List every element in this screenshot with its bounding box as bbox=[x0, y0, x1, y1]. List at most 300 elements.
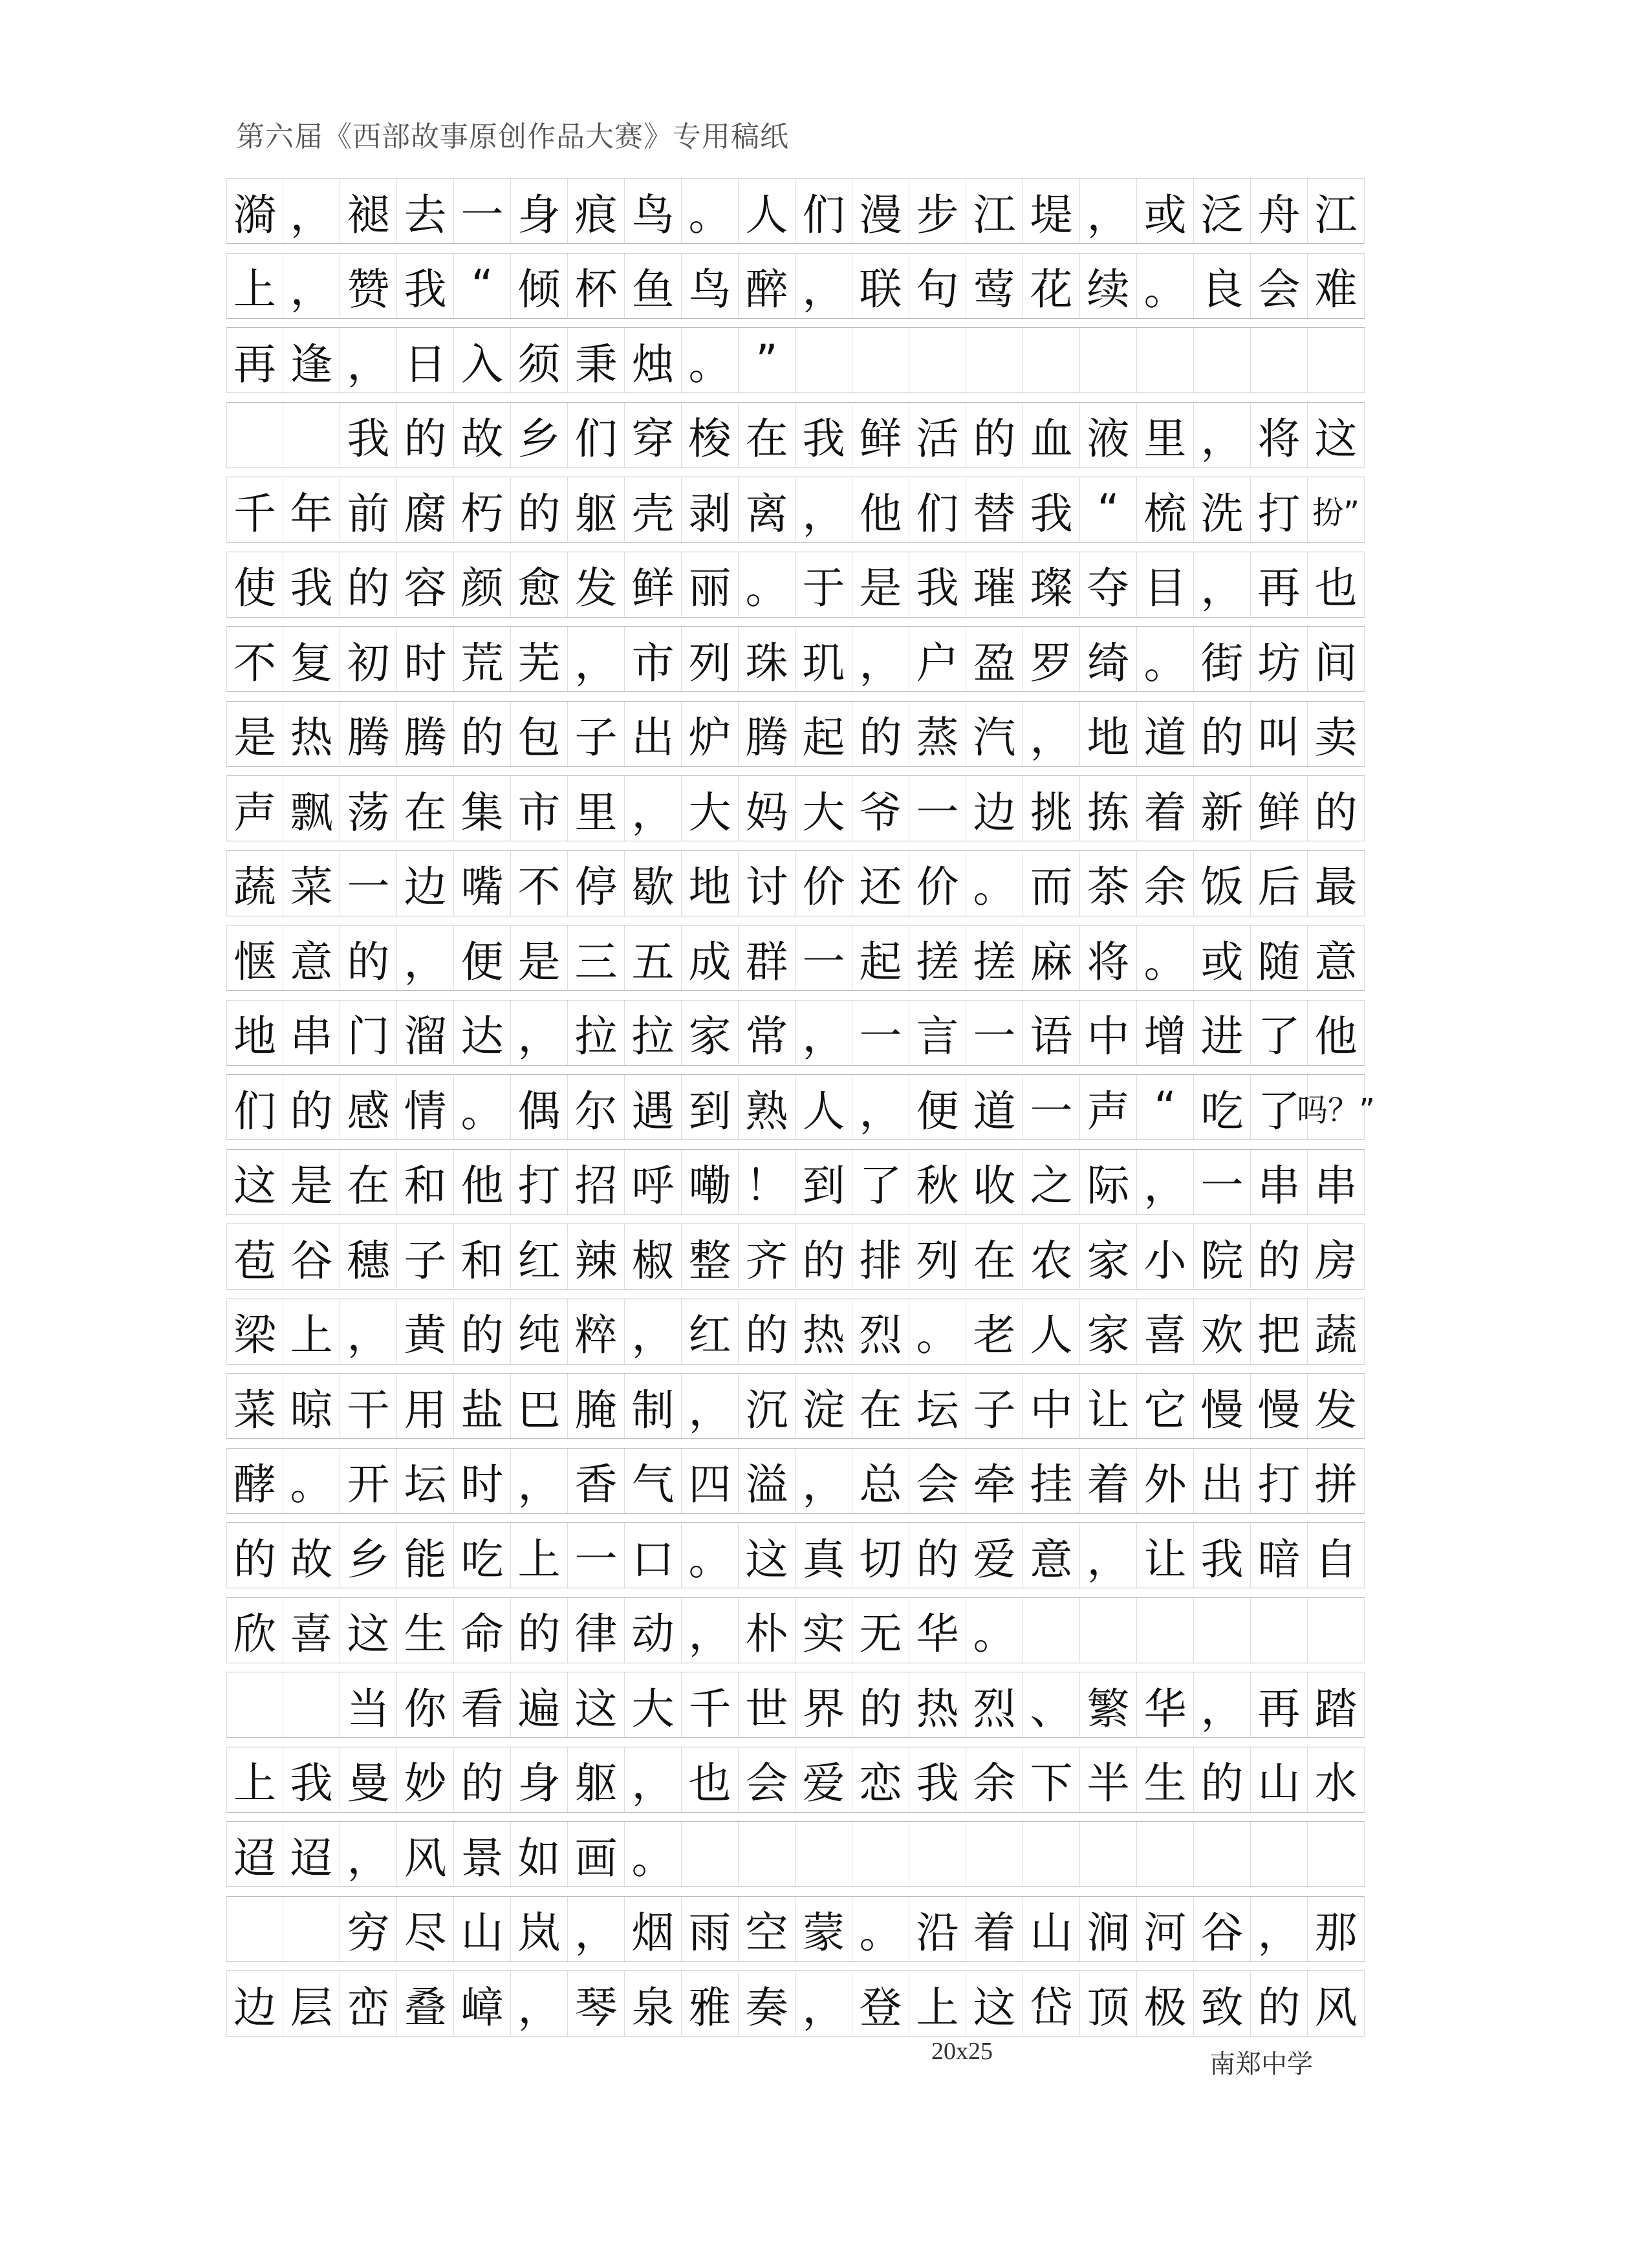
grid-cell: 和 bbox=[454, 1224, 511, 1289]
grid-cell: 山 bbox=[1251, 1747, 1308, 1812]
grid-cell: 时 bbox=[397, 627, 454, 691]
grid-cell: 是 bbox=[283, 1150, 340, 1215]
grid-cell: 腾 bbox=[340, 702, 397, 766]
grid-cell: 在 bbox=[739, 403, 796, 468]
grid-cell: 言 bbox=[909, 1000, 966, 1065]
grid-cell: 让 bbox=[1137, 1523, 1194, 1588]
grid-cell: 躯 bbox=[568, 1747, 625, 1812]
grid-cell: 常 bbox=[739, 1000, 796, 1065]
grid-cell: 莺 bbox=[966, 254, 1023, 318]
grid-cell: 律 bbox=[568, 1598, 625, 1663]
grid-cell: ， bbox=[1080, 1523, 1137, 1588]
grid-cell: 看 bbox=[454, 1672, 511, 1737]
grid-cell: 最 bbox=[1308, 851, 1365, 916]
grid-cell: 偶 bbox=[511, 1075, 568, 1139]
grid-cell bbox=[1080, 1822, 1137, 1886]
grid-cell: 粹 bbox=[568, 1299, 625, 1364]
grid-cell bbox=[1080, 328, 1137, 393]
grid-cell: 出 bbox=[1194, 1449, 1251, 1513]
grid-cell: 门 bbox=[340, 1000, 397, 1065]
grid-cell: 淀 bbox=[796, 1374, 852, 1438]
grid-cell: 的 bbox=[852, 702, 909, 766]
grid-cell: 如 bbox=[511, 1822, 568, 1886]
grid-cell: 生 bbox=[397, 1598, 454, 1663]
grid-cell: 气 bbox=[625, 1449, 682, 1513]
grid-cell: ， bbox=[340, 328, 397, 393]
grid-cell: 整 bbox=[682, 1224, 739, 1289]
grid-cell: ， bbox=[340, 1822, 397, 1886]
grid-cell: 是 bbox=[511, 925, 568, 990]
grid-cell: 的 bbox=[454, 1747, 511, 1812]
grid-cell: ， bbox=[625, 1747, 682, 1812]
manuscript-line bbox=[226, 775, 1365, 841]
grid-cell: 溜 bbox=[397, 1000, 454, 1065]
grid-cell: 余 bbox=[1137, 851, 1194, 916]
grid-cell: 在 bbox=[340, 1150, 397, 1215]
grid-cell: 下 bbox=[1023, 1747, 1080, 1812]
grid-cell: 中 bbox=[1023, 1374, 1080, 1438]
grid-cell: 芜 bbox=[511, 627, 568, 691]
grid-cell: 荒 bbox=[454, 627, 511, 691]
grid-cell: 街 bbox=[1194, 627, 1251, 691]
grid-cell: 进 bbox=[1194, 1000, 1251, 1065]
grid-cell: 。 bbox=[1137, 254, 1194, 318]
grid-cell: 极 bbox=[1137, 1971, 1194, 2036]
grid-cell: 意 bbox=[1023, 1523, 1080, 1588]
grid-cell: 血 bbox=[1023, 403, 1080, 468]
grid-cell: 乡 bbox=[340, 1523, 397, 1588]
grid-cell: 把 bbox=[1251, 1299, 1308, 1364]
grid-cell: 价 bbox=[796, 851, 852, 916]
grid-cell: 鸟 bbox=[625, 178, 682, 243]
grid-cell: 串 bbox=[283, 1000, 340, 1065]
grid-cell: 蒸 bbox=[909, 702, 966, 766]
grid-cell: 用 bbox=[397, 1374, 454, 1438]
grid-cell: 的 bbox=[454, 702, 511, 766]
grid-cell bbox=[1194, 328, 1251, 393]
grid-cell: 复 bbox=[283, 627, 340, 691]
grid-cell: 扮” bbox=[1308, 477, 1365, 542]
grid-cell: 酵 bbox=[226, 1449, 283, 1513]
grid-cell: 边 bbox=[397, 851, 454, 916]
grid-cell: 醉 bbox=[739, 254, 796, 318]
grid-cell: ， bbox=[340, 1299, 397, 1364]
grid-cell: 初 bbox=[340, 627, 397, 691]
grid-cell: 再 bbox=[1251, 552, 1308, 617]
manuscript-line bbox=[226, 701, 1365, 767]
grid-cell: 到 bbox=[796, 1150, 852, 1215]
grid-cell: 挑 bbox=[1023, 776, 1080, 841]
grid-cell: 们 bbox=[568, 403, 625, 468]
grid-cell: 的 bbox=[966, 403, 1023, 468]
grid-cell bbox=[1023, 328, 1080, 393]
grid-cell: 饭 bbox=[1194, 851, 1251, 916]
grid-cell: 间 bbox=[1308, 627, 1365, 691]
grid-cell: 山 bbox=[1023, 1897, 1080, 1961]
manuscript-line bbox=[226, 327, 1365, 393]
manuscript-line bbox=[226, 1224, 1365, 1290]
grid-cell bbox=[1080, 1598, 1137, 1663]
grid-cell: 日 bbox=[397, 328, 454, 393]
grid-cell: ， bbox=[852, 627, 909, 691]
grid-cell: 里 bbox=[568, 776, 625, 841]
grid-cell: 余 bbox=[966, 1747, 1023, 1812]
grid-cell: 市 bbox=[511, 776, 568, 841]
grid-cell: 成 bbox=[682, 925, 739, 990]
grid-cell: 痕 bbox=[568, 178, 625, 243]
grid-cell: 梁 bbox=[226, 1299, 283, 1364]
grid-cell: 慢 bbox=[1251, 1374, 1308, 1438]
grid-cell: 我 bbox=[283, 552, 340, 617]
grid-cell: 熟 bbox=[739, 1075, 796, 1139]
grid-cell: 了 bbox=[852, 1150, 909, 1215]
manuscript-line bbox=[226, 1672, 1365, 1738]
grid-cell: 穷 bbox=[340, 1897, 397, 1961]
grid-cell: 黄 bbox=[397, 1299, 454, 1364]
grid-cell: 千 bbox=[682, 1672, 739, 1737]
grid-cell: ， bbox=[397, 925, 454, 990]
grid-cell: 。 bbox=[682, 178, 739, 243]
grid-cell: 辣 bbox=[568, 1224, 625, 1289]
grid-cell: 上 bbox=[283, 1299, 340, 1364]
grid-cell: 一 bbox=[1194, 1150, 1251, 1215]
grid-cell: 大 bbox=[625, 1672, 682, 1737]
grid-cell: 将 bbox=[1251, 403, 1308, 468]
grid-cell: 之 bbox=[1023, 1150, 1080, 1215]
grid-cell: 良 bbox=[1194, 254, 1251, 318]
grid-cell: ， bbox=[1080, 178, 1137, 243]
grid-cell bbox=[283, 1672, 340, 1737]
grid-cell: 的 bbox=[340, 925, 397, 990]
grid-cell: 后 bbox=[1251, 851, 1308, 916]
grid-cell: 璀 bbox=[966, 552, 1023, 617]
grid-cell: 谷 bbox=[283, 1224, 340, 1289]
grid-cell: 琴 bbox=[568, 1971, 625, 2036]
grid-cell: ， bbox=[511, 1000, 568, 1065]
grid-cell: 河 bbox=[1137, 1897, 1194, 1961]
grid-cell: 朽 bbox=[454, 477, 511, 542]
grid-cell: ， bbox=[511, 1449, 568, 1513]
grid-cell: 的 bbox=[1194, 702, 1251, 766]
grid-cell: 招 bbox=[568, 1150, 625, 1215]
grid-cell: 这 bbox=[1308, 403, 1365, 468]
grid-cell: 入 bbox=[454, 328, 511, 393]
grid-cell bbox=[909, 1822, 966, 1886]
grid-cell: 一 bbox=[796, 925, 852, 990]
grid-cell: 家 bbox=[1080, 1299, 1137, 1364]
manuscript-line bbox=[226, 253, 1365, 319]
grid-cell bbox=[1308, 1598, 1365, 1663]
grid-cell: 。 bbox=[1137, 627, 1194, 691]
grid-cell: 的 bbox=[340, 552, 397, 617]
grid-cell: 四 bbox=[682, 1449, 739, 1513]
grid-cell: 语 bbox=[1023, 1000, 1080, 1065]
grid-cell bbox=[283, 1897, 340, 1961]
grid-cell: 穗 bbox=[340, 1224, 397, 1289]
grid-cell: 拉 bbox=[625, 1000, 682, 1065]
grid-cell: 迢 bbox=[283, 1822, 340, 1886]
grid-cell: ， bbox=[283, 178, 340, 243]
grid-cell bbox=[796, 328, 852, 393]
grid-cell: 蔬 bbox=[1308, 1299, 1365, 1364]
grid-cell: 呼 bbox=[625, 1150, 682, 1215]
grid-cell: 会 bbox=[909, 1449, 966, 1513]
grid-cell: 在 bbox=[397, 776, 454, 841]
grid-cell: 嶂 bbox=[454, 1971, 511, 2036]
grid-cell: 总 bbox=[852, 1449, 909, 1513]
grid-cell: 。 bbox=[739, 552, 796, 617]
grid-cell: 地 bbox=[1080, 702, 1137, 766]
grid-cell: 我 bbox=[1023, 477, 1080, 542]
grid-cell: 水 bbox=[1308, 1747, 1365, 1812]
grid-cell: 打 bbox=[511, 1150, 568, 1215]
grid-cell: 口 bbox=[625, 1523, 682, 1588]
grid-cell: 会 bbox=[1251, 254, 1308, 318]
grid-cell: 杯 bbox=[568, 254, 625, 318]
grid-cell bbox=[1137, 1822, 1194, 1886]
grid-cell: 蔬 bbox=[226, 851, 283, 916]
grid-cell: 吗？” bbox=[1308, 1075, 1365, 1139]
grid-cell: 穿 bbox=[625, 403, 682, 468]
grid-cell: 他 bbox=[852, 477, 909, 542]
grid-cell: 小 bbox=[1137, 1224, 1194, 1289]
grid-cell: 鲜 bbox=[1251, 776, 1308, 841]
grid-cell bbox=[226, 403, 283, 468]
grid-cell: 曼 bbox=[340, 1747, 397, 1812]
grid-cell: 命 bbox=[454, 1598, 511, 1663]
grid-cell: 增 bbox=[1137, 1000, 1194, 1065]
grid-cell: 再 bbox=[226, 328, 283, 393]
grid-cell: ， bbox=[568, 627, 625, 691]
grid-cell: 爷 bbox=[852, 776, 909, 841]
grid-cell: 于 bbox=[796, 552, 852, 617]
grid-cell: 户 bbox=[909, 627, 966, 691]
grid-cell: 停 bbox=[568, 851, 625, 916]
grid-cell: 起 bbox=[796, 702, 852, 766]
grid-cell: 上 bbox=[909, 1971, 966, 2036]
grid-cell bbox=[226, 1672, 283, 1737]
grid-cell: 景 bbox=[454, 1822, 511, 1886]
grid-cell: 句 bbox=[909, 254, 966, 318]
manuscript-line bbox=[226, 178, 1365, 244]
grid-cell: 去 bbox=[397, 178, 454, 243]
grid-cell: 收 bbox=[966, 1150, 1023, 1215]
grid-cell: 荡 bbox=[340, 776, 397, 841]
grid-cell: 使 bbox=[226, 552, 283, 617]
grid-cell: 目 bbox=[1137, 552, 1194, 617]
grid-cell: 故 bbox=[454, 403, 511, 468]
grid-cell: ， bbox=[625, 1299, 682, 1364]
grid-cell: “ bbox=[454, 254, 511, 318]
grid-cell: 腾 bbox=[397, 702, 454, 766]
grid-cell: ， bbox=[796, 254, 852, 318]
grid-cell: 生 bbox=[1137, 1747, 1194, 1812]
grid-cell bbox=[283, 403, 340, 468]
grid-cell: 遍 bbox=[511, 1672, 568, 1737]
grid-cell: 茶 bbox=[1080, 851, 1137, 916]
grid-cell: ， bbox=[796, 1971, 852, 2036]
grid-cell bbox=[1194, 1822, 1251, 1886]
grid-cell: 这 bbox=[340, 1598, 397, 1663]
grid-cell: 不 bbox=[226, 627, 283, 691]
grid-cell bbox=[1023, 1822, 1080, 1886]
grid-cell: 制 bbox=[625, 1374, 682, 1438]
grid-cell: 舟 bbox=[1251, 178, 1308, 243]
grid-cell: 一 bbox=[852, 1000, 909, 1065]
grid-cell: 人 bbox=[739, 178, 796, 243]
grid-cell: ， bbox=[511, 1971, 568, 2036]
grid-cell: 秋 bbox=[909, 1150, 966, 1215]
grid-cell: 在 bbox=[852, 1374, 909, 1438]
grid-cell: 道 bbox=[966, 1075, 1023, 1139]
manuscript-line bbox=[226, 1373, 1365, 1439]
grid-cell: 洗 bbox=[1194, 477, 1251, 542]
grid-cell: 故 bbox=[283, 1523, 340, 1588]
grid-cell: 须 bbox=[511, 328, 568, 393]
grid-cell: 嘴 bbox=[454, 851, 511, 916]
grid-cell: 一 bbox=[568, 1523, 625, 1588]
grid-cell: 的 bbox=[852, 1672, 909, 1737]
grid-cell: 歇 bbox=[625, 851, 682, 916]
grid-cell: 这 bbox=[966, 1971, 1023, 2036]
grid-cell: 空 bbox=[739, 1897, 796, 1961]
grid-cell: 着 bbox=[1137, 776, 1194, 841]
grid-cell: 和 bbox=[397, 1150, 454, 1215]
manuscript-line bbox=[226, 850, 1365, 916]
grid-cell: 吃 bbox=[1194, 1075, 1251, 1139]
grid-cell: 能 bbox=[397, 1523, 454, 1588]
grid-cell bbox=[1137, 328, 1194, 393]
grid-cell: 。 bbox=[625, 1822, 682, 1886]
manuscript-line bbox=[226, 1597, 1365, 1663]
grid-cell: 苞 bbox=[226, 1224, 283, 1289]
grid-cell: 拣 bbox=[1080, 776, 1137, 841]
grid-cell: 意 bbox=[283, 925, 340, 990]
grid-cell: 鸟 bbox=[682, 254, 739, 318]
grid-cell: 子 bbox=[568, 702, 625, 766]
grid-cell: 遇 bbox=[625, 1075, 682, 1139]
grid-cell: 齐 bbox=[739, 1224, 796, 1289]
grid-cell: 雅 bbox=[682, 1971, 739, 2036]
grid-cell: 家 bbox=[682, 1000, 739, 1065]
grid-cell: 这 bbox=[226, 1150, 283, 1215]
grid-cell: 爱 bbox=[966, 1523, 1023, 1588]
grid-cell: 江 bbox=[1308, 178, 1365, 243]
grid-cell: 叠 bbox=[397, 1971, 454, 2036]
grid-cell: 喜 bbox=[283, 1598, 340, 1663]
grid-cell: 的 bbox=[1308, 776, 1365, 841]
grid-cell: 到 bbox=[682, 1075, 739, 1139]
grid-cell: 一 bbox=[909, 776, 966, 841]
grid-cell: 岱 bbox=[1023, 1971, 1080, 2036]
grid-cell: 他 bbox=[1308, 1000, 1365, 1065]
grid-cell: 。 bbox=[966, 1598, 1023, 1663]
grid-cell bbox=[739, 1822, 796, 1886]
grid-cell: 爱 bbox=[796, 1747, 852, 1812]
grid-cell: 江 bbox=[966, 178, 1023, 243]
grid-cell: 迢 bbox=[226, 1822, 283, 1886]
grid-cell: 颜 bbox=[454, 552, 511, 617]
grid-cell: 世 bbox=[739, 1672, 796, 1737]
grid-cell: 当 bbox=[340, 1672, 397, 1737]
grid-cell: 致 bbox=[1194, 1971, 1251, 2036]
grid-cell: 地 bbox=[682, 851, 739, 916]
grid-cell: 绮 bbox=[1080, 627, 1137, 691]
grid-cell: 烟 bbox=[625, 1897, 682, 1961]
grid-cell: 漪 bbox=[226, 178, 283, 243]
grid-cell: 们 bbox=[226, 1075, 283, 1139]
grid-cell: 。 bbox=[682, 328, 739, 393]
grid-cell: 纯 bbox=[511, 1299, 568, 1364]
grid-cell bbox=[682, 1822, 739, 1886]
grid-cell: 上 bbox=[511, 1523, 568, 1588]
grid-cell bbox=[1308, 1822, 1365, 1886]
grid-cell: ， bbox=[568, 1897, 625, 1961]
grid-cell: ， bbox=[682, 1374, 739, 1438]
grid-cell: 菜 bbox=[226, 1374, 283, 1438]
grid-cell: 。 bbox=[852, 1897, 909, 1961]
grid-cell: 三 bbox=[568, 925, 625, 990]
grid-cell: 意 bbox=[1308, 925, 1365, 990]
grid-cell: ， bbox=[852, 1075, 909, 1139]
school-name: 南郑中学 bbox=[1209, 2049, 1313, 2079]
grid-cell: 拉 bbox=[568, 1000, 625, 1065]
grid-cell: 朴 bbox=[739, 1598, 796, 1663]
grid-cell: 风 bbox=[397, 1822, 454, 1886]
grid-cell: 鲜 bbox=[852, 403, 909, 468]
manuscript-line bbox=[226, 1747, 1365, 1813]
grid-cell: 年 bbox=[283, 477, 340, 542]
manuscript-line bbox=[226, 402, 1365, 468]
grid-cell: 中 bbox=[1080, 1000, 1137, 1065]
grid-cell: 珠 bbox=[739, 627, 796, 691]
grid-cell: 。 bbox=[682, 1523, 739, 1588]
grid-cell: 真 bbox=[796, 1523, 852, 1588]
grid-cell: 泉 bbox=[625, 1971, 682, 2036]
grid-cell: 大 bbox=[796, 776, 852, 841]
grid-cell: 沿 bbox=[909, 1897, 966, 1961]
grid-cell: 尔 bbox=[568, 1075, 625, 1139]
grid-cell: 梭 bbox=[682, 403, 739, 468]
grid-cell: 群 bbox=[739, 925, 796, 990]
grid-cell: 离 bbox=[739, 477, 796, 542]
grid-cell: “ bbox=[1080, 477, 1137, 542]
grid-cell: 着 bbox=[966, 1897, 1023, 1961]
grid-cell: 我 bbox=[909, 1747, 966, 1812]
grid-cell: “ bbox=[1137, 1075, 1194, 1139]
grid-cell: 炉 bbox=[682, 702, 739, 766]
grid-cell bbox=[226, 1897, 283, 1961]
grid-cell: 会 bbox=[739, 1747, 796, 1812]
grid-cell: 五 bbox=[625, 925, 682, 990]
grid-cell: 一 bbox=[454, 178, 511, 243]
grid-cell: ， bbox=[796, 477, 852, 542]
grid-cell: 梳 bbox=[1137, 477, 1194, 542]
manuscript-line bbox=[226, 1971, 1365, 2036]
manuscript-line bbox=[226, 552, 1365, 618]
grid-cell: 坛 bbox=[909, 1374, 966, 1438]
grid-cell: 暗 bbox=[1251, 1523, 1308, 1588]
grid-cell: 的 bbox=[283, 1075, 340, 1139]
grid-cell: 身 bbox=[511, 178, 568, 243]
grid-cell: 鱼 bbox=[625, 254, 682, 318]
grid-cell: 随 bbox=[1251, 925, 1308, 990]
grid-cell: 上 bbox=[226, 254, 283, 318]
grid-cell: ， bbox=[1137, 1150, 1194, 1215]
grid-cell: 外 bbox=[1137, 1449, 1194, 1513]
grid-cell: 画 bbox=[568, 1822, 625, 1886]
grid-cell: 声 bbox=[226, 776, 283, 841]
